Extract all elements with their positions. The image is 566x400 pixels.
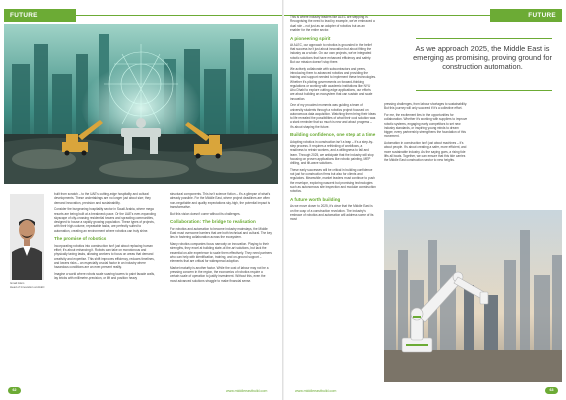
section-rule-left bbox=[76, 15, 282, 16]
paragraph: built from scratch – to the UAE's cutting-edge hospitality and cultural developments. These undertakings are no longer just about size; they demand innovation, precision and sustainability. bbox=[54, 192, 151, 205]
paragraph: These early successes will be critical in building confidence not just for construction firms but also for clients and regulators. Meanwhile, market leaders must continue to push the envelope, exploring nascent but promising technologies such as autonomous site inspection and modular construction robotics. bbox=[290, 167, 376, 194]
page-number-left: 62 bbox=[8, 387, 21, 394]
paragraph: structural components. This isn't science fiction – it's a glimpse of what's already possible. For the Middle East, where project deadlines are often non-negotiable and quality expectations sky-high, the potential impact is transformative. bbox=[170, 192, 271, 209]
robotic-arm-illustration bbox=[384, 210, 562, 382]
paragraph: pressing challenges, from labour shortages to sustainability. But this journey will only succeed if it's a collective effort. bbox=[384, 102, 468, 111]
author-portrait bbox=[10, 194, 44, 280]
paragraph: Market maturity is another factor. While the cost of labour may not be a pressing concern in the region, the economics of robotics require a certain scale of operation to justify investment. Without this, even the most advanced solutions struggle to make financial sense. bbox=[170, 265, 269, 283]
section-label-left: FUTURE bbox=[4, 9, 76, 22]
website-link-left[interactable]: www.middleeastbuild.com bbox=[226, 389, 268, 393]
paragraph: Automation in construction isn't just about machines – it's about people. It's about creating a safer, more efficient, and more sustainable industry. As the saying goes, a rising tide lifts all boats. Together, we can ensure that this tide carries the Middle East construction sector to new heights. bbox=[384, 141, 467, 163]
paragraph: For robotics and automation to become industry mainstays, the Middle East must overcome barriers that are both technical and cultural. The key lies in fostering collaboration across the ecosystem. bbox=[170, 226, 272, 240]
paragraph: We actively collaborate with subcontractors and peers, introducing them to advanced robotics and providing the training and support needed to implement these technologies. Whether it's piloting governments on forward-thinking regulations or working with academic institutions like NYU Abu Dhabi to explore cutting-edge applications, our efforts are about building an ecosystem that can sustain and scale innovation. bbox=[290, 66, 376, 101]
website-link-right[interactable]: www.middleeastbuild.com bbox=[295, 389, 337, 393]
article-column-2 bbox=[170, 192, 272, 286]
pullquote-rule-bottom bbox=[416, 90, 552, 91]
paragraph: Imagine a world where robots scale soaring towers to paint facade walls, lay bricks with millimetre-precision, or lift and position heavy bbox=[54, 271, 155, 281]
section-label-right: FUTURE PROOFING bbox=[490, 9, 562, 22]
paragraph: But this vision doesn't come without its challenges. bbox=[170, 211, 241, 216]
paragraph: As we move closer to 2025, it's clear that the Middle East is on the cusp of a construction revolution. The industry's embrace of robotics and automation will address some of its most bbox=[290, 204, 374, 221]
hero-illustration bbox=[4, 24, 278, 184]
paragraph: For me, the excitement lies in the opportunities for collaboration. Whether it's working with suppliers to improve robotic systems, engaging early competitors to set new industry standards, or inspiring young minds to dream bigger, every partnership strengthens the foundation of this movement. bbox=[384, 113, 468, 139]
author-title: Head of Innovation at ALEC bbox=[10, 284, 45, 289]
paragraph: Many robotics companies focus narrowly on innovation. Playing to their strengths, they excel at building state-of-the-art solutions, but lack the essential on-site experience to scale them effectively. They need partners who can help with identification, training, and on-ground support – elements that are critical for widespread adoption. bbox=[170, 242, 272, 264]
paragraph: Adopting robotics in construction isn't a leap – it's a step-by-step process. It requires a rethinking of workflows, a readiness to retrain workers, and a willingness to fail and learn. Through 2025, we anticipate that the industry will stop focusing on proven applications like robotic painting, MEP drilling, and tilt-wave solutions. bbox=[290, 139, 374, 165]
paragraph: Consider the burgeoning hospitality sector in Saudi Arabia, where mega resorts are being built at a breakneck pace. Or the UAE's ever-expanding skyscape of city-crossing residential towers and sprawling communities, designed to house a rapidly growing population. These types of projects, with their high-volume, repeatable tasks, are perfectly suited to automation, creating an environment where robotics can truly shine. bbox=[54, 207, 156, 233]
robotic-arm-skyline-image bbox=[384, 210, 562, 382]
paragraph: One of my proudest moments was guiding a team of university students through a robotics project focused on autonomous data acquisition. Watching them bring their ideas to life revealed the possibilities of what their cool solution was a stark reminder that so much is new and about progress – it's about shaping the future. bbox=[290, 103, 376, 129]
author-name: Ismail Alam bbox=[10, 281, 25, 285]
article-column-3 bbox=[290, 15, 376, 224]
hero-image-robotic-construction bbox=[4, 24, 278, 184]
paragraph: At ALEC, our approach to robotics is grounded in the belief that success isn't just about innovation but about fitting the industry as a whole. On our own projects, we've integrated robotic solutions that have enhanced efficiency and safety. But our mission doesn't stop there. bbox=[290, 42, 372, 64]
subheading: A future worth building bbox=[290, 196, 341, 202]
article-column-4 bbox=[384, 102, 468, 165]
portrait-caption bbox=[10, 282, 50, 289]
paragraph: This is where industry leaders like ALEC are stepping in. Recognising the need to lead by example, we've embraced a dual role – not just as an adopter of robotics but as an enabler for the entire sector. bbox=[290, 15, 375, 32]
page-number-right: 63 bbox=[545, 387, 558, 394]
portrait-photo bbox=[10, 194, 44, 280]
subheading: A pioneering spirit bbox=[290, 35, 331, 41]
pullquote: As we approach 2025, the Middle East is emerging as promising, proving ground for construction automation. bbox=[413, 44, 552, 72]
paragraph: Incorporating robotics into construction isn't just about replacing human effort; it's about enhancing it. Robots can take on monotonous and physically taxing tasks, allowing workers to focus on areas that demand creativity and expertise. This shift improves efficiency, reduces timelines, and lowers risks – an especially crucial factor in an industry where hazardous conditions are an ever-present reality. bbox=[54, 243, 155, 269]
subheading: Building confidence, one step at a time bbox=[290, 132, 376, 138]
pullquote-rule-top bbox=[416, 38, 552, 39]
subheading: Collaboration: The bridge to realisation bbox=[170, 219, 256, 225]
subheading: The promise of robotics bbox=[54, 236, 107, 242]
article-column-1 bbox=[54, 192, 156, 283]
page-gutter bbox=[282, 0, 284, 400]
